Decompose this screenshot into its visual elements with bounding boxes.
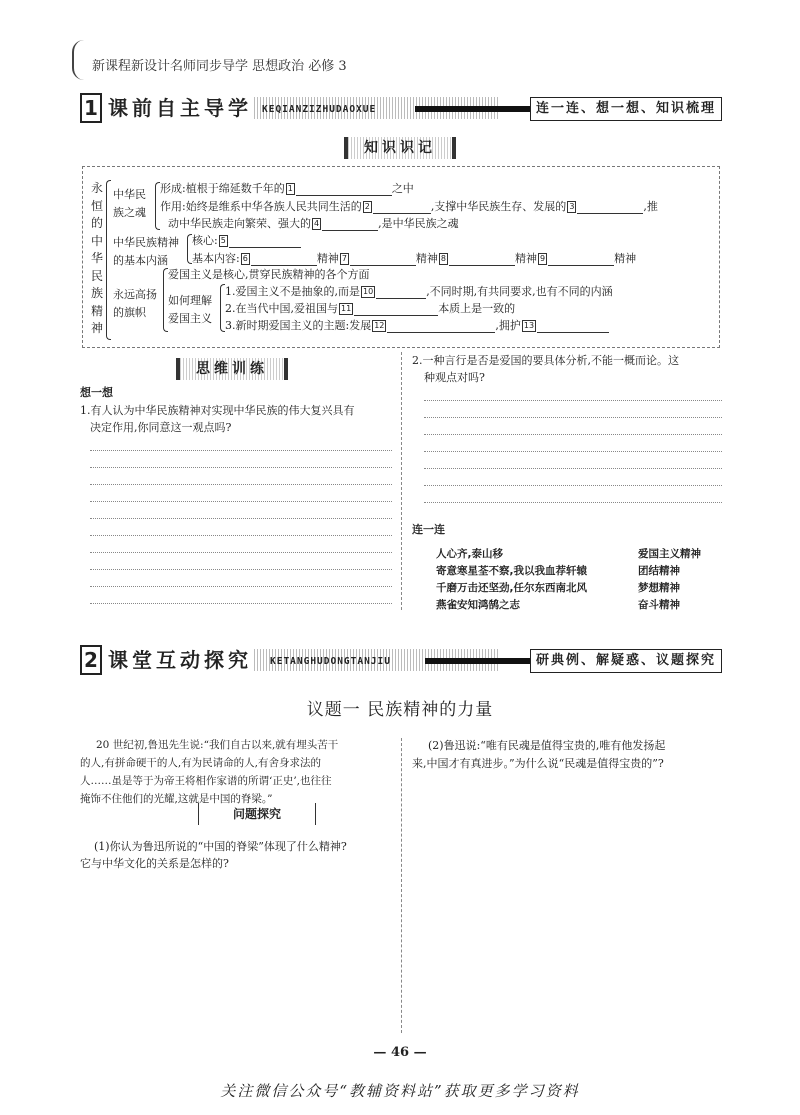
section1-right-label: 连一连、想一想、知识梳理 xyxy=(530,97,722,121)
footer-note: 关注微信公众号“教辅资料站”获取更多学习资料 xyxy=(220,1082,580,1100)
zhishi-label: 知识识记 xyxy=(344,137,456,159)
answer-line xyxy=(424,400,722,401)
answer-line xyxy=(90,518,392,519)
understand-item-3: 3.新时期爱国主义的主题:发展 12 ,拥护 13 xyxy=(225,319,609,333)
connect-heading: 连一连 xyxy=(412,523,445,536)
promote-label-1: 永远高扬 xyxy=(113,288,157,301)
soul-label-2: 族之魂 xyxy=(113,206,146,219)
connect-left-3: 千磨万击还坚劲,任尔东西南北风 xyxy=(436,582,587,594)
answer-line xyxy=(424,434,722,435)
book-title: 新课程新设计名师同步导学 思想政治 必修 3 xyxy=(92,59,347,74)
answer-line xyxy=(90,450,392,451)
q1-line-2: 决定作用,你同意这一观点吗? xyxy=(90,421,232,434)
wenti-label: 问题探究 xyxy=(198,803,316,825)
answer-line xyxy=(90,484,392,485)
content-label-1: 中华民族精神 xyxy=(113,236,179,249)
understand-label-1: 如何理解 xyxy=(168,294,212,307)
answer-line xyxy=(90,586,392,587)
question-2-line-1: (2)鲁迅说:“唯有民魂是值得宝贵的,唯有他发扬起 xyxy=(428,739,666,752)
role-line: 作用:始终是维系中华各族人民共同生活的 2 ,支撑中华民族生存、发展的 3 ,推 xyxy=(160,200,658,213)
answer-line xyxy=(90,552,392,553)
answer-line xyxy=(90,535,392,536)
answer-line xyxy=(424,451,722,452)
answer-line xyxy=(424,468,722,469)
q2-line-1: 2.一种言行是否是爱国的要具体分析,不能一概而论。这 xyxy=(412,354,679,367)
page-number: — 46 — xyxy=(373,1045,427,1060)
answer-line xyxy=(90,569,392,570)
connect-left-1: 人心齐,泰山移 xyxy=(436,548,503,560)
section1-banner xyxy=(80,93,722,123)
think-heading: 想一想 xyxy=(80,386,113,399)
section2-right-label: 研典例、解疑惑、议题探究 xyxy=(530,649,722,673)
connect-left-2: 寄意寒星荃不察,我以我血荐轩辕 xyxy=(436,565,587,577)
section2-pinyin: KETANGHUDONGTANJIU xyxy=(270,656,391,667)
section1-pinyin: KEQIANZIZHUDAOXUE xyxy=(262,104,377,115)
quote-line-4: 掩饰不住他们的光耀,这就是中国的脊梁。” xyxy=(80,793,273,805)
promote-label-2: 的旗帜 xyxy=(113,306,146,319)
section1-title: 课前自主导学 xyxy=(104,93,252,123)
connect-right-3: 梦想精神 xyxy=(638,582,680,594)
q2-line-2: 种观点对吗? xyxy=(424,371,485,384)
q1-line-1: 1.有人认为中华民族精神对实现中华民族的伟大复兴具有 xyxy=(80,404,355,417)
connect-left-4: 燕雀安知鸿鹄之志 xyxy=(436,599,520,611)
column-divider-top xyxy=(401,352,402,610)
question-2-line-2: 来,中国才有真进步。”为什么说“民魂是值得宝贵的”? xyxy=(412,757,664,770)
siwei-label: 思维训练 xyxy=(176,358,288,380)
understand-item-2: 2.在当代中国,爱祖国与 11 本质上是一致的 xyxy=(225,302,516,315)
role-line-2: 动中华民族走向繁荣、强大的 4 ,是中华民族之魂 xyxy=(168,217,459,230)
connect-right-1: 爱国主义精神 xyxy=(638,548,701,560)
basic-content-line: 基本内容: 6 精神 7 精神 8 精神 9 精神 xyxy=(192,252,637,265)
connect-right-4: 奋斗精神 xyxy=(638,599,680,611)
quote-line-2: 的人,有拼命硬干的人,有为民请命的人,有舍身求法的 xyxy=(80,757,322,769)
section2-banner xyxy=(80,645,722,675)
answer-line xyxy=(424,502,722,503)
connect-right-2: 团结精神 xyxy=(638,565,680,577)
content-label-2: 的基本内涵 xyxy=(113,254,168,267)
section1-number: 1 xyxy=(80,93,102,123)
core-line: 核心: 5 xyxy=(192,234,301,248)
main-brace xyxy=(106,180,111,340)
header-curve-decoration xyxy=(72,40,86,80)
topic-title: 议题一 民族精神的力量 xyxy=(306,700,494,720)
quote-line-3: 人……虽是等于为帝王将相作家谱的所谓‘正史’,也往往 xyxy=(80,775,332,787)
answer-line xyxy=(424,417,722,418)
answer-line xyxy=(90,467,392,468)
section2-title: 课堂互动探究 xyxy=(104,645,252,675)
understand-item-1: 1.爱国主义不是抽象的,而是 10 ,不同时期,有共同要求,也有不同的内涵 xyxy=(225,285,613,298)
knowledge-vertical-label: 永 恒 的 中 华 民 族 精 神 xyxy=(90,181,103,335)
answer-line xyxy=(90,603,392,604)
question-1-line-2: 它与中华文化的关系是怎样的? xyxy=(80,857,229,870)
form-line: 形成:植根于绵延数千年的 1 之中 xyxy=(160,182,414,195)
understand-label-2: 爱国主义 xyxy=(168,312,212,325)
column-divider-bottom xyxy=(401,738,402,1033)
section2-number: 2 xyxy=(80,645,102,675)
patriot-core-line: 爱国主义是核心,贯穿民族精神的各个方面 xyxy=(168,268,370,281)
soul-label-1: 中华民 xyxy=(113,188,146,201)
question-1-line-1: (1)你认为鲁迅所说的“中国的脊梁”体现了什么精神? xyxy=(94,840,347,853)
answer-line xyxy=(424,485,722,486)
quote-line-1: 20 世纪初,鲁迅先生说:“我们自古以来,就有埋头苦干 xyxy=(96,739,339,751)
answer-line xyxy=(90,501,392,502)
